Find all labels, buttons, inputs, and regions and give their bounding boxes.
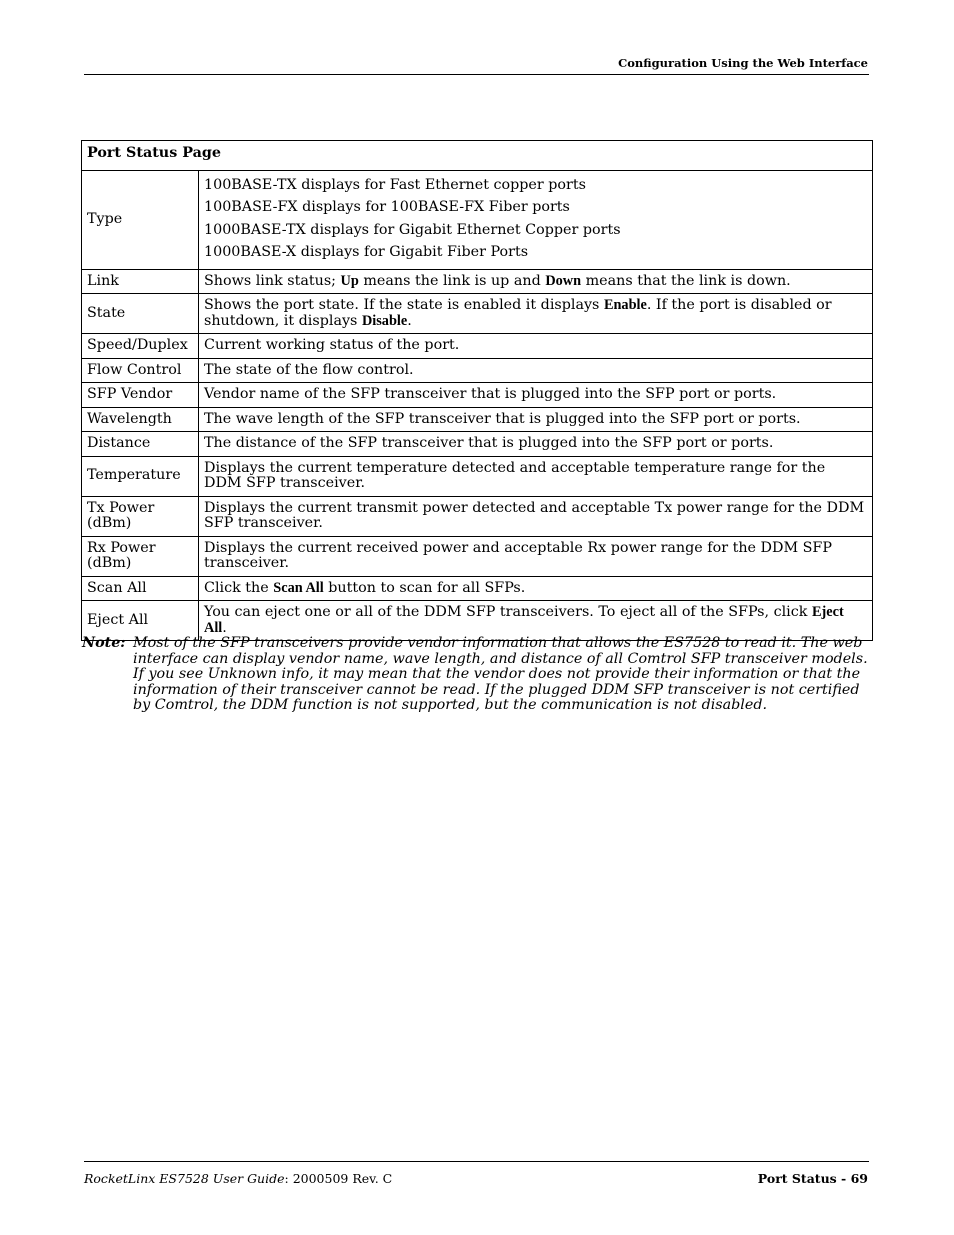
description-text: Shows link status; bbox=[204, 272, 341, 289]
description-text: Current working status of the port. bbox=[204, 337, 460, 353]
row-label: Link bbox=[82, 269, 199, 294]
table-row bbox=[82, 383, 873, 408]
ui-term: Disable bbox=[361, 312, 408, 329]
header-rule bbox=[84, 74, 869, 75]
footer-doc-number: : 2000509 Rev. C bbox=[284, 1171, 393, 1186]
table-row bbox=[82, 576, 873, 601]
description-text: . If the port is disabled or shutdown, it displays bbox=[204, 297, 832, 329]
table-row bbox=[82, 269, 873, 294]
description-text: The state of the flow control. bbox=[204, 361, 414, 378]
type-line: 100BASE-TX displays for Fast Ethernet copper ports bbox=[204, 176, 586, 193]
type-line: 1000BASE-TX displays for Gigabit Ethernet Copper ports bbox=[204, 221, 621, 238]
table-row bbox=[82, 407, 873, 432]
row-label: SFP Vendor bbox=[82, 383, 199, 408]
description-text: . bbox=[222, 619, 227, 636]
row-description bbox=[199, 407, 873, 432]
description-text: Displays the current temperature detected and acceptable temperature range for the DDM SFP transceiver. bbox=[204, 459, 826, 491]
table-row bbox=[82, 456, 873, 496]
ui-term: Enable bbox=[603, 297, 647, 313]
row-label: Eject All bbox=[82, 601, 199, 641]
table-body bbox=[82, 141, 873, 641]
row-description bbox=[199, 358, 873, 383]
note-text: Most of the SFP transceivers provide vendor information that allows the ES7528 to read it. The web interface can display vendor name, wave length, and distance of all Comtrol SFP transceiver models. If you see Unknown info, it may mean that the vendor does not provide their information or that the information of their transceiver cannot be read. If the plugged DDM SFP transceiver is not certified by Comtrol, the DDM function is not supported, but the communication is not disabled. bbox=[133, 635, 868, 713]
table-row bbox=[82, 496, 873, 536]
row-label: Type bbox=[82, 170, 199, 269]
row-description bbox=[199, 456, 873, 496]
row-description bbox=[199, 576, 873, 601]
row-description bbox=[199, 294, 873, 334]
table-title: Port Status Page bbox=[82, 141, 873, 171]
description-text: means that the link is down. bbox=[581, 272, 791, 289]
description-text: Vendor name of the SFP transceiver that is plugged into the SFP port or ports. bbox=[204, 386, 777, 402]
description-text: The wave length of the SFP transceiver that is plugged into the SFP port or ports. bbox=[204, 410, 801, 427]
table-row bbox=[82, 358, 873, 383]
table-row-type bbox=[82, 170, 873, 269]
description-text: means the link is up and bbox=[358, 272, 546, 289]
row-description bbox=[199, 496, 873, 536]
row-label: State bbox=[82, 294, 199, 334]
description-text: . bbox=[407, 312, 412, 329]
description-text: Displays the current received power and acceptable Rx power range for the DDM SFP transceiver. bbox=[204, 539, 832, 571]
description-text: Displays the current transmit power detected and acceptable Tx power range for the DDM SFP transceiver. bbox=[204, 499, 865, 531]
table-row bbox=[82, 432, 873, 457]
row-description bbox=[199, 432, 873, 457]
row-label: Temperature bbox=[82, 456, 199, 496]
row-label: Flow Control bbox=[82, 358, 199, 383]
footer-document-info bbox=[84, 1171, 392, 1186]
footer-rule bbox=[84, 1161, 869, 1162]
table-row bbox=[82, 294, 873, 334]
row-label: Distance bbox=[82, 432, 199, 457]
row-description bbox=[199, 334, 873, 359]
table-row bbox=[82, 536, 873, 576]
row-label: Tx Power (dBm) bbox=[82, 496, 199, 536]
description-text: The distance of the SFP transceiver that is plugged into the SFP port or ports. bbox=[204, 435, 774, 451]
table-title-row bbox=[82, 141, 873, 171]
ui-term: Up bbox=[340, 272, 359, 289]
table-row bbox=[82, 334, 873, 359]
description-text: You can eject one or all of the DDM SFP transceivers. To eject all of the SFPs, click bbox=[204, 604, 812, 620]
row-label: Speed/Duplex bbox=[82, 334, 199, 359]
type-line: 1000BASE-X displays for Gigabit Fiber Ports bbox=[204, 244, 529, 260]
row-description bbox=[199, 383, 873, 408]
footer-product: RocketLinx ES7528 User Guide bbox=[84, 1171, 285, 1186]
row-description bbox=[199, 536, 873, 576]
row-label: Wavelength bbox=[82, 407, 199, 432]
row-description bbox=[199, 170, 873, 269]
description-text: button to scan for all SFPs. bbox=[323, 579, 526, 596]
footer-page-label: Port Status - 69 bbox=[757, 1171, 868, 1186]
running-header: Configuration Using the Web Interface bbox=[618, 56, 868, 70]
description-text: Click the bbox=[204, 579, 274, 596]
port-status-table bbox=[81, 140, 873, 641]
description-text: Shows the port state. If the state is enabled it displays bbox=[204, 297, 604, 313]
row-label: Scan All bbox=[82, 576, 199, 601]
ui-term: Eject All bbox=[204, 604, 844, 636]
note-block bbox=[82, 636, 872, 714]
type-line: 100BASE-FX displays for 100BASE-FX Fiber ports bbox=[204, 199, 570, 215]
row-label: Rx Power (dBm) bbox=[82, 536, 199, 576]
ui-term: Down bbox=[545, 272, 582, 289]
row-description bbox=[199, 269, 873, 294]
note-label: Note: bbox=[82, 635, 126, 651]
ui-term: Scan All bbox=[273, 579, 324, 596]
